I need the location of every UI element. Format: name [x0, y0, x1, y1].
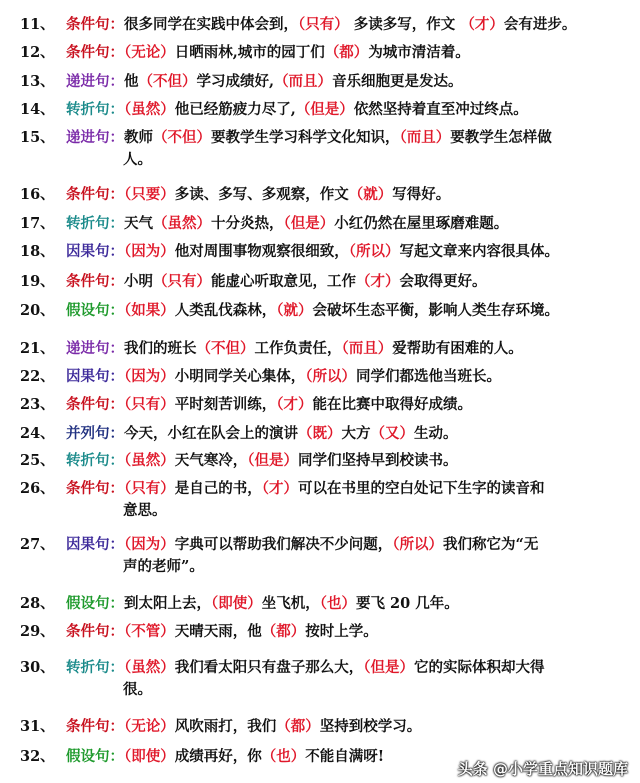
- sentence-item: [20, 423, 620, 445]
- item-number: 11、: [20, 16, 55, 33]
- sentence-text: 同学们坚持早到校读书。: [298, 452, 458, 469]
- sentence-type-label: 递进句：: [66, 73, 124, 90]
- sentence-text: 我们的班长: [124, 340, 197, 357]
- sentence-text: 日晒雨林,城市的园丁们: [174, 44, 325, 61]
- sentence-line: [20, 213, 620, 235]
- sentence-text: 可以在书里的空白处记下生字的读音和: [298, 480, 545, 497]
- sentence-line: [20, 241, 620, 263]
- sentence-type-label: 转折句：: [66, 452, 124, 469]
- conjunction-keyword: （虽然）: [124, 659, 175, 676]
- sentence-text: 是自己的书，: [174, 480, 262, 497]
- sentence-item: [20, 716, 620, 738]
- sentence-item: [20, 71, 620, 93]
- sentence-text: 风吹雨打，我们: [174, 718, 277, 735]
- conjunction-keyword: （但是）: [363, 659, 414, 676]
- sentence-line: [20, 71, 620, 93]
- sentence-line: [20, 394, 620, 416]
- sentence-type-label: 假设句：: [66, 595, 124, 612]
- sentence-item: [20, 478, 620, 522]
- item-number: 29、: [20, 623, 55, 640]
- sentence-text: 坚持到校学习。: [319, 718, 422, 735]
- sentence-item: [20, 300, 620, 322]
- sentence-text: 同学们都选他当班长。: [356, 368, 501, 385]
- item-number: 20、: [20, 302, 55, 319]
- sentence-item: [20, 99, 620, 121]
- conjunction-keyword: （也）: [319, 595, 356, 612]
- sentence-line: [20, 716, 620, 738]
- sentence-text: 为城市清洁着。: [368, 44, 470, 61]
- conjunction-keyword: （既）: [298, 425, 342, 442]
- sentence-line: [20, 478, 620, 500]
- sentence-line: [20, 271, 620, 293]
- sentence-text: 坐飞机，: [261, 595, 320, 612]
- sentence-item: [20, 14, 620, 36]
- sentence-type-label: 条件句：: [66, 273, 124, 290]
- sentence-text: 会有进步。: [503, 16, 577, 33]
- sentence-type-label: 因果句：: [66, 243, 124, 260]
- conjunction-keyword: （才）: [276, 396, 313, 413]
- sentence-item: [20, 657, 620, 701]
- sentence-item: [20, 394, 620, 416]
- item-number: 13、: [20, 73, 55, 90]
- sentence-text: 多读、多写、多观察，作文: [174, 186, 349, 203]
- conjunction-keyword: （都）: [276, 718, 320, 735]
- item-number: 25、: [20, 452, 55, 469]
- item-number: 17、: [20, 215, 55, 232]
- sentence-text: 天晴天雨，他: [174, 623, 262, 640]
- sentence-text: 平时刻苦训练，: [174, 396, 277, 413]
- item-number: 31、: [20, 718, 55, 735]
- sentence-line: [20, 127, 620, 149]
- conjunction-keyword: （只有）: [298, 16, 349, 33]
- item-number: 26、: [20, 480, 55, 497]
- conjunction-keyword: （不但）: [196, 340, 255, 357]
- sentence-text: 学习成绩好,: [196, 73, 275, 90]
- conjunction-keyword: （才）: [460, 16, 504, 33]
- sentence-text: 爱帮助有困难的人。: [392, 340, 523, 357]
- sentence-line: [20, 14, 620, 36]
- sentence-line: [20, 300, 620, 322]
- sentence-text: 我们称它为“无: [443, 536, 539, 553]
- conjunction-keyword: （而且）: [399, 129, 451, 146]
- sentence-line: [20, 366, 620, 388]
- sentence-text: 大方: [341, 425, 371, 442]
- sentence-text: 小明同学关心集体，: [174, 368, 306, 385]
- conjunction-keyword: （而且）: [274, 73, 333, 90]
- item-number: 28、: [20, 595, 55, 612]
- conjunction-keyword: （又）: [370, 425, 414, 442]
- sentence-text: 他对周围事物观察很细致，: [174, 243, 349, 260]
- sentence-text: 写得好。: [392, 186, 451, 203]
- sentence-type-label: 假设句：: [66, 748, 124, 765]
- sentence-line: [20, 99, 620, 121]
- item-number: 23、: [20, 396, 55, 413]
- conjunction-keyword: （无论）: [124, 44, 175, 61]
- sentence-item: [20, 213, 620, 235]
- conjunction-keyword: （也）: [261, 748, 306, 765]
- sentence-line: [20, 149, 620, 171]
- conjunction-keyword: （都）: [324, 44, 369, 61]
- sentence-text: 多读多写，作文: [348, 16, 461, 33]
- sentence-type-label: 条件句：: [66, 186, 124, 203]
- sentence-text: 成绩再好，你: [174, 748, 262, 765]
- conjunction-keyword: （所以）: [392, 536, 443, 553]
- sentence-type-label: 条件句：: [66, 718, 124, 735]
- sentence-text: 能在比赛中取得好成绩。: [312, 396, 472, 413]
- sentence-text: 生动。: [414, 425, 458, 442]
- sentence-item: [20, 450, 620, 472]
- watermark: 头条 @小学重点知识题库: [457, 760, 628, 778]
- conjunction-keyword: （就）: [276, 302, 313, 319]
- item-number: 21、: [20, 340, 55, 357]
- sentence-text: 小红仍然在屋里琢磨难题。: [334, 215, 509, 232]
- sentence-text: 依然坚持着直至冲过终点。: [353, 101, 528, 118]
- sentence-text: 他: [124, 73, 139, 90]
- conjunction-keyword: （才）: [356, 273, 400, 290]
- sentence-type-label: 转折句：: [66, 659, 124, 676]
- sentence-text: 要教学生学习科学文化知识，: [211, 129, 400, 146]
- sentence-item: [20, 271, 620, 293]
- sentence-text: 到太阳上去，: [124, 595, 211, 612]
- conjunction-keyword: （只要）: [124, 186, 175, 203]
- conjunction-keyword: （虽然）: [124, 452, 175, 469]
- conjunction-keyword: （只有）: [124, 480, 175, 497]
- sentence-text: 我们看太阳只有盘子那么大，: [174, 659, 364, 676]
- sentence-line: [20, 500, 620, 522]
- sentence-line: [20, 534, 620, 556]
- conjunction-keyword: （即使）: [124, 748, 175, 765]
- sentence-text: 字典可以帮助我们解决不少问题，: [174, 536, 393, 553]
- item-number: 30、: [20, 659, 55, 676]
- item-number: 32、: [20, 748, 55, 765]
- sentence-type-label: 因果句：: [66, 536, 124, 553]
- conjunction-keyword: （都）: [261, 623, 306, 640]
- sentence-type-label: 条件句：: [66, 44, 124, 61]
- sentence-line: [20, 679, 620, 701]
- item-number: 27、: [20, 536, 55, 553]
- conjunction-keyword: （即使）: [211, 595, 262, 612]
- sentence-text: 人类乱伐森林，: [174, 302, 277, 319]
- sentence-type-label: 因果句：: [66, 368, 124, 385]
- sentence-text: 它的实际体积却大得: [414, 659, 545, 676]
- conjunction-keyword: （因为）: [124, 368, 175, 385]
- item-number: 24、: [20, 425, 55, 442]
- conjunction-keyword: （但是）: [295, 101, 354, 118]
- sentence-type-label: 条件句：: [66, 16, 124, 33]
- sentence-text: 小明: [124, 273, 153, 290]
- sentence-text: 他已经筋疲力尽了,: [174, 101, 296, 118]
- sentence-line: [20, 621, 620, 643]
- conjunction-keyword: （如果）: [124, 302, 175, 319]
- sentence-text: 音乐细胞更是发达。: [332, 73, 463, 90]
- sentence-item: [20, 241, 620, 263]
- sentence-text: 很。: [123, 681, 152, 698]
- conjunction-keyword: （虽然）: [153, 215, 211, 232]
- conjunction-keyword: （所以）: [305, 368, 356, 385]
- sentence-line: [20, 184, 620, 206]
- item-number: 19、: [20, 273, 55, 290]
- conjunction-keyword: （因为）: [124, 243, 175, 260]
- sentence-text: 按时上学。: [305, 623, 378, 640]
- conjunction-keyword: （才）: [261, 480, 298, 497]
- sentence-item: [20, 621, 620, 643]
- item-number: 12、: [20, 44, 55, 61]
- sentence-text: 教师: [124, 129, 153, 146]
- sentence-type-label: 转折句：: [66, 215, 124, 232]
- sentence-type-label: 假设句：: [66, 302, 124, 319]
- sentence-type-label: 条件句：: [66, 396, 124, 413]
- conjunction-keyword: （但是）: [247, 452, 298, 469]
- conjunction-keyword: （不但）: [138, 73, 197, 90]
- sentence-text: 很多同学在实践中体会到，: [124, 16, 298, 33]
- sentence-line: [20, 556, 620, 578]
- sentence-line: [20, 450, 620, 472]
- conjunction-keyword: （而且）: [341, 340, 393, 357]
- sentence-line: [20, 593, 620, 615]
- sentence-type-label: 递进句：: [66, 129, 124, 146]
- sentence-type-label: 条件句：: [66, 623, 124, 640]
- sentence-item: [20, 593, 620, 615]
- sentence-text: 声的老师”。: [123, 558, 204, 575]
- sentence-text: 今天，小红在队会上的演讲: [124, 425, 298, 442]
- sentence-text: 意思。: [123, 502, 167, 519]
- conjunction-keyword: （只有）: [153, 273, 211, 290]
- sentence-item: [20, 366, 620, 388]
- sentence-text: 能虚心听取意见，工作: [211, 273, 356, 290]
- sentence-item: [20, 127, 620, 171]
- sentence-line: [20, 423, 620, 445]
- conjunction-keyword: （不管）: [124, 623, 175, 640]
- sentence-item: [20, 534, 620, 578]
- sentence-text: 要教学生怎样做: [450, 129, 552, 146]
- sentence-line: [20, 657, 620, 679]
- conjunction-keyword: （虽然）: [124, 101, 175, 118]
- item-number: 16、: [20, 186, 55, 203]
- conjunction-keyword: （无论）: [124, 718, 175, 735]
- item-number: 18、: [20, 243, 55, 260]
- sentence-text: 不能自满呀!: [305, 748, 385, 765]
- item-number: 15、: [20, 129, 55, 146]
- item-number: 14、: [20, 101, 55, 118]
- sentence-text: 人。: [123, 151, 152, 168]
- sentence-text: 天气: [124, 215, 153, 232]
- sentence-item: [20, 42, 620, 64]
- sentence-text: 要飞 20 几年。: [356, 595, 459, 612]
- conjunction-keyword: （不但）: [153, 129, 211, 146]
- item-number: 22、: [20, 368, 55, 385]
- sentence-text: 天气寒冷，: [174, 452, 248, 469]
- sentence-text: 会破坏生态平衡，影响人类生存环境。: [312, 302, 559, 319]
- sentence-type-label: 条件句：: [66, 480, 124, 497]
- conjunction-keyword: （只有）: [124, 396, 175, 413]
- sentence-item: [20, 184, 620, 206]
- sentence-type-label: 递进句：: [66, 340, 124, 357]
- sentence-text: 写起文章来内容很具体。: [399, 243, 559, 260]
- sentence-text: 会取得更好。: [399, 273, 487, 290]
- conjunction-keyword: （就）: [348, 186, 393, 203]
- conjunction-keyword: （但是）: [283, 215, 335, 232]
- sentence-type-label: 转折句：: [66, 101, 124, 118]
- sentence-text: 十分炎热，: [211, 215, 284, 232]
- sentence-item: [20, 338, 620, 360]
- conjunction-keyword: （所以）: [348, 243, 400, 260]
- sentence-text: 工作负责任，: [254, 340, 342, 357]
- sentence-line: [20, 338, 620, 360]
- sentence-line: [20, 42, 620, 64]
- conjunction-keyword: （因为）: [124, 536, 175, 553]
- sentence-type-label: 并列句：: [66, 425, 124, 442]
